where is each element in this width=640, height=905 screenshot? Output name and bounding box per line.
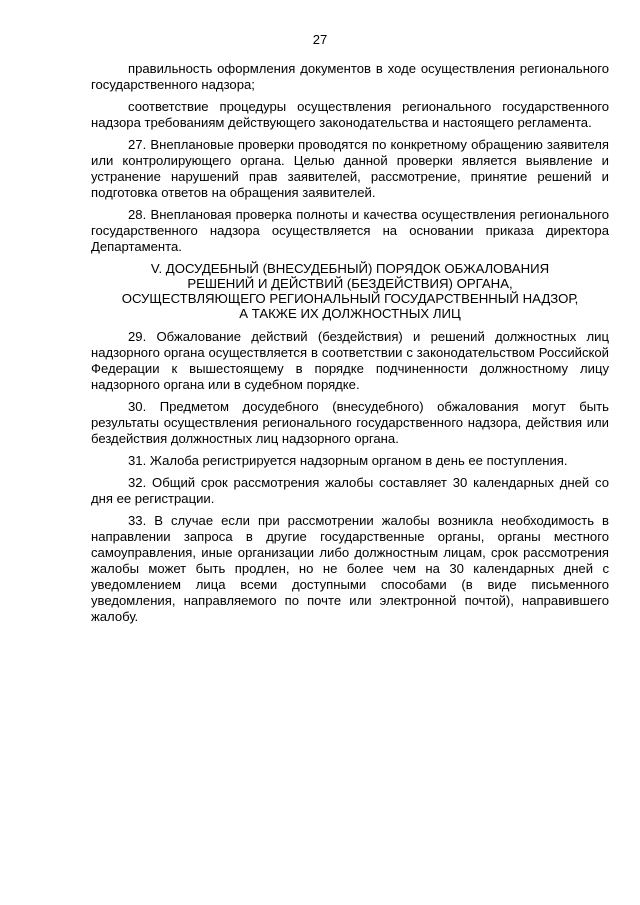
section-heading-line: А ТАКЖЕ ИХ ДОЛЖНОСТНЫХ ЛИЦ <box>239 306 461 321</box>
paragraph-33: 33. В случае если при рассмотрении жалобы возникла необходимость в направлении запроса в другие государственные органы, органы местного самоуправления, иные организации либо должностным лицам, срок рассмотрения жалобы может быть продлен, но не более чем на 30 календарных дней с уведомлением лица всеми доступными способами (в виде письменного уведомления, направляемого по почте или электронной почтой), направившего жалобу. <box>91 513 609 624</box>
paragraph-procedure-compliance: соответствие процедуры осуществления регионального государственного надзора требованиям действующего законодательства и настоящего регламента. <box>91 99 609 130</box>
paragraph-27: 27. Внеплановые проверки проводятся по конкретному обращению заявителя или контролирующего органа. Целью данной проверки является выявление и устранение нарушений прав заявителей, рассмотрение, принятие решений и подготовка ответов на обращения заявителей. <box>91 137 609 200</box>
section-heading-line: V. ДОСУДЕБНЫЙ (ВНЕСУДЕБНЫЙ) ПОРЯДОК ОБЖАЛОВАНИЯ <box>150 261 550 276</box>
paragraph-28: 28. Внеплановая проверка полноты и качества осуществления регионального государственного надзора осуществляется на основании приказа директора Департамента. <box>91 207 609 254</box>
section-heading-line: ОСУЩЕСТВЛЯЮЩЕГО РЕГИОНАЛЬНЫЙ ГОСУДАРСТВЕННЫЙ НАДЗОР, <box>121 291 579 306</box>
section-heading <box>91 261 609 321</box>
paragraph-documents-correctness: правильность оформления документов в ходе осуществления регионального государственного надзора; <box>91 61 609 92</box>
paragraph-29: 29. Обжалование действий (бездействия) и решений должностных лиц надзорного органа осуществляется в соответствии с законодательством Российской Федерации к вышестоящему в порядке подчиненности должностному лицу надзорного органа или в судебном порядке. <box>91 329 609 392</box>
paragraph-31: 31. Жалоба регистрируется надзорным органом в день ее поступления. <box>128 453 568 468</box>
paragraph-32: 32. Общий срок рассмотрения жалобы составляет 30 календарных дней со дня ее регистрации. <box>91 475 609 506</box>
paragraph-30: 30. Предметом досудебного (внесудебного) обжалования могут быть результаты осуществления регионального государственного надзора, действия или бездействия должностных лиц надзорного органа. <box>91 399 609 446</box>
section-heading-line: РЕШЕНИЙ И ДЕЙСТВИЙ (БЕЗДЕЙСТВИЯ) ОРГАНА, <box>187 276 513 291</box>
page-content <box>91 61 609 631</box>
page-number: 27 <box>312 32 328 47</box>
